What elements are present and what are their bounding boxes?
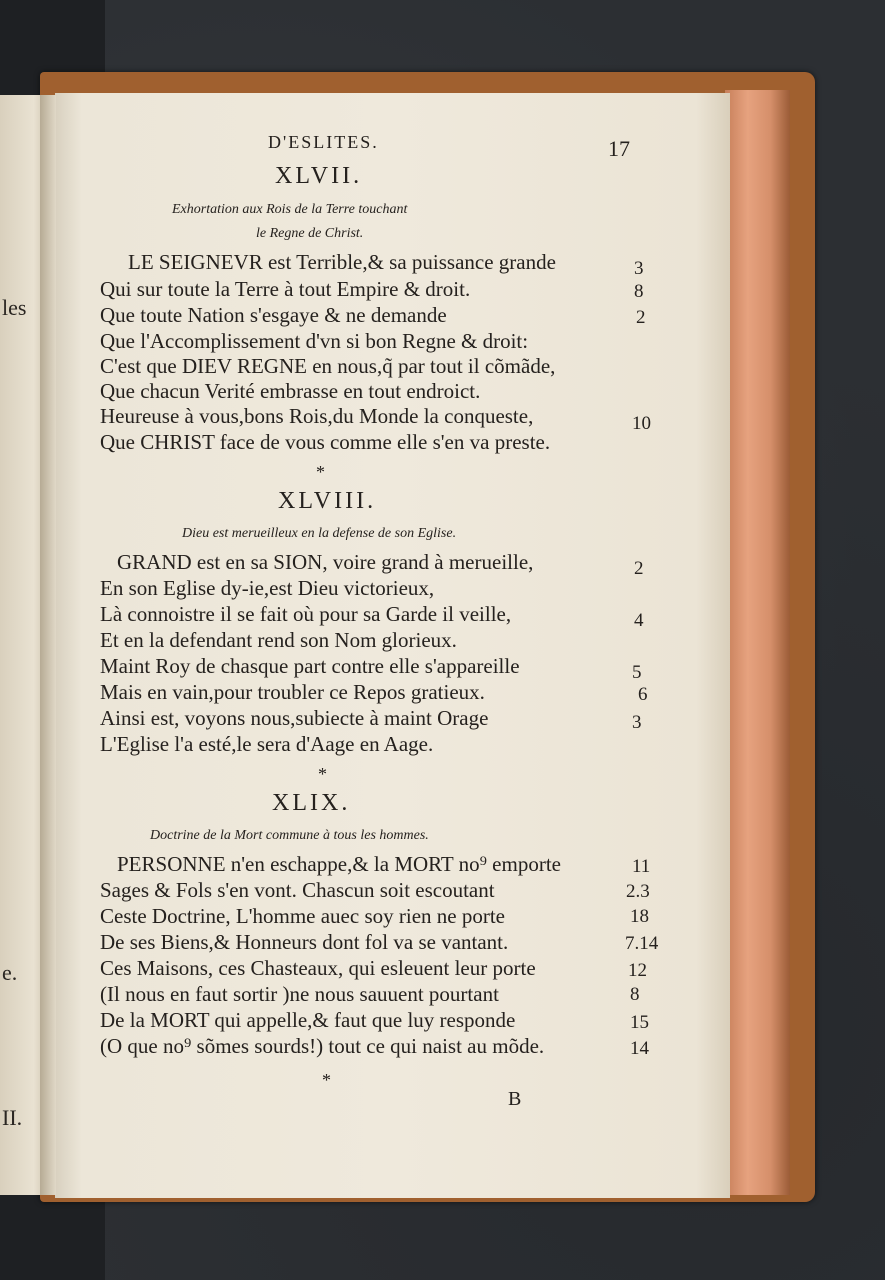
- verse-line: Et en la defendant rend son Nom glorieux.: [100, 628, 457, 652]
- verse-line: Heureuse à vous,bons Rois,du Monde la conqueste,: [100, 404, 534, 428]
- verse-reference: 12: [628, 960, 647, 981]
- section-title: XLVII.: [275, 163, 363, 189]
- verse-reference: 18: [630, 906, 649, 927]
- section-subtitle: Dieu est merueilleux en la defense de son Eglise.: [182, 526, 457, 541]
- verse-reference: 11: [632, 856, 651, 877]
- signature-mark: B: [508, 1088, 522, 1110]
- section-subtitle: le Regne de Christ.: [256, 226, 364, 241]
- page-number: 17: [608, 136, 630, 161]
- verse-reference: 8: [630, 984, 640, 1005]
- verse-line: (Il nous en faut sortir )ne nous sauuent pourtant: [100, 982, 499, 1006]
- verse-line: Maint Roy de chasque part contre elle s'appareille: [100, 654, 520, 678]
- verse-line: Là connoistre il se fait où pour sa Garde il veille,: [100, 602, 512, 626]
- verse-line: En son Eglise dy-ie,est Dieu victorieux,: [100, 576, 435, 600]
- verse-reference: 6: [638, 684, 648, 705]
- verse-reference: 5: [632, 662, 642, 683]
- verse-reference: 2: [636, 307, 646, 328]
- verse-reference: 15: [630, 1012, 649, 1033]
- verse-line: Ces Maisons, ces Chasteaux, qui esleuent leur porte: [100, 956, 536, 980]
- verse-reference: 7.14: [625, 933, 659, 954]
- verse-line: Sages & Fols s'en vont. Chascun soit escoutant: [100, 878, 495, 902]
- verse-line: C'est que DIEV REGNE en nous,q̃ par tout il cõmãde,: [100, 354, 556, 378]
- left-fragment-2: e.: [2, 960, 18, 985]
- verse-reference: 2.3: [626, 881, 650, 902]
- verse-line: Ceste Doctrine, L'homme auec soy rien ne porte: [100, 904, 505, 928]
- verse-reference: 2: [634, 558, 644, 579]
- left-fragment-3: II.: [2, 1105, 23, 1130]
- verse-line: Mais en vain,pour troubler ce Repos gratieux.: [100, 680, 485, 704]
- verse-line: Que toute Nation s'esgaye & ne demande: [100, 303, 447, 327]
- separator-asterisk: *: [322, 1070, 331, 1090]
- verse-line: Qui sur toute la Terre à tout Empire & droit.: [100, 277, 471, 301]
- verse-reference: 3: [632, 712, 642, 733]
- verse-line: De la MORT qui appelle,& faut que luy responde: [100, 1008, 516, 1032]
- verse-line: (O que no⁹ sõmes sourds!) tout ce qui naist au mõde.: [100, 1034, 545, 1058]
- verse-line: Que l'Accomplissement d'vn si bon Regne & droit:: [100, 329, 529, 353]
- running-head: D'ESLITES.: [268, 132, 379, 152]
- verse-line: PERSONNE n'en eschappe,& la MORT no⁹ emporte: [117, 852, 561, 876]
- left-fragment-1: les: [2, 295, 27, 320]
- section-subtitle: Doctrine de la Mort commune à tous les hommes.: [150, 828, 429, 843]
- verse-line: Que chacun Verité embrasse en tout endroict.: [100, 379, 481, 403]
- verse-reference: 4: [634, 610, 644, 631]
- verse-line: De ses Biens,& Honneurs dont fol va se vantant.: [100, 930, 509, 954]
- verse-line: GRAND est en sa SION, voire grand à merueille,: [117, 550, 534, 574]
- verse-reference: 8: [634, 281, 644, 302]
- verse-reference: 14: [630, 1038, 649, 1059]
- verse-line: L'Eglise l'a esté,le sera d'Aage en Aage.: [100, 732, 434, 756]
- separator-asterisk: *: [316, 462, 325, 482]
- verse-reference: 3: [634, 258, 644, 279]
- page-gutter: [40, 95, 56, 1195]
- separator-asterisk: *: [318, 764, 327, 784]
- section-subtitle: Exhortation aux Rois de la Terre touchant: [172, 202, 408, 217]
- page-edges: [725, 90, 790, 1195]
- verse-line: LE SEIGNEVR est Terrible,& sa puissance grande: [128, 250, 556, 274]
- verse-line: Que CHRIST face de vous comme elle s'en va preste.: [100, 430, 551, 454]
- verse-reference: 10: [632, 413, 651, 434]
- verse-line: Ainsi est, voyons nous,subiecte à maint Orage: [100, 706, 489, 730]
- section-title: XLVIII.: [278, 488, 377, 514]
- section-title: XLIX.: [272, 790, 351, 816]
